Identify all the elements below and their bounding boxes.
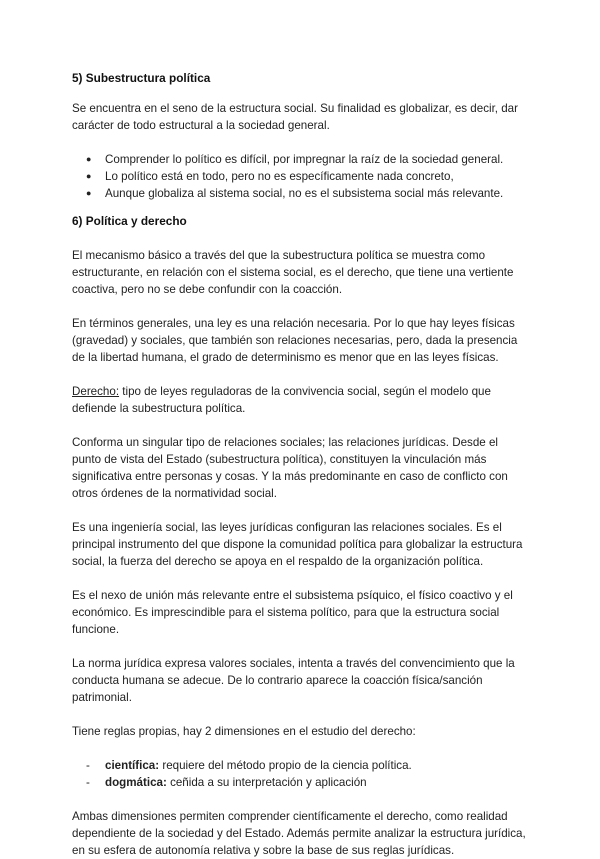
dimensions-list [72, 757, 530, 791]
derecho-definition-text: tipo de leyes reguladoras de la convivencia social, según el modelo que defiende la subestructura política. [72, 385, 491, 415]
section-heading-6: 6) Política y derecho [72, 214, 187, 228]
section-5-intro: Se encuentra en el seno de la estructura social. Su finalidad es globalizar, es decir, dar carácter de todo estructural a la sociedad general. [72, 102, 518, 132]
paragraph: Ambas dimensiones permiten comprender científicamente el derecho, como realidad dependiente de la sociedad y del Estado. Además permite analizar la estructura jurídica, en su esfera de autonomía relativa y sobre la base de sus reglas jurídicas. [72, 810, 526, 857]
page-content [72, 70, 530, 859]
paragraph: Conforma un singular tipo de relaciones sociales; las relaciones jurídicas. Desde el punto de vista del Estado (subestructura política), constituyen la vinculación más significativa entre personas y cosas. Y la más predominante en caso de conflicto con otros órdenes de la normatividad social. [72, 436, 508, 500]
paragraph: En términos generales, una ley es una relación necesaria. Por lo que hay leyes físicas (gravedad) y sociales, que también son relaciones necesarias, pero, dada la presencia de la libertad humana, el grado de determinismo es menor que en las leyes físicas. [72, 317, 518, 364]
bullet-item: ● Lo político está en todo, pero no es específicamente nada concreto, [86, 168, 530, 185]
bullet-item: ● Comprender lo político es difícil, por impregnar la raíz de la sociedad general. [86, 151, 530, 168]
derecho-term: Derecho: [72, 385, 120, 398]
paragraph: La norma jurídica expresa valores sociales, intenta a través del convencimiento que la conducta humana se adecue. De lo contrario aparece la coacción física/sanción patrimonial. [72, 657, 515, 704]
dimension-item [86, 757, 530, 774]
dimension-item [86, 774, 530, 791]
dimension-text: requiere del método propio de la ciencia política. [159, 759, 412, 772]
section-heading-5: 5) Subestructura política [72, 71, 211, 85]
paragraph-derecho-definition [72, 383, 530, 417]
dimension-text: ceñida a su interpretación y aplicación [166, 776, 367, 789]
paragraph: Es una ingeniería social, las leyes jurídicas configuran las relaciones sociales. Es el principal instrumento del que dispone la comunidad política para globalizar la estructura social, la fuerza del derecho se apoya en el respaldo de la organización política. [72, 521, 523, 568]
paragraph: Es el nexo de unión más relevante entre el subsistema psíquico, el físico coactivo y el económico. Es imprescindible para el sistema político, para que la estructura social funcione. [72, 589, 513, 636]
bullet-item: ● Aunque globaliza al sistema social, no es el subsistema social más relevante. [86, 185, 530, 202]
paragraph: Tiene reglas propias, hay 2 dimensiones en el estudio del derecho: [72, 725, 416, 738]
dimension-term: dogmática: [105, 776, 167, 789]
section-5-bullet-list [72, 151, 530, 202]
dimension-term: científica: [105, 759, 160, 772]
paragraph: El mecanismo básico a través del que la subestructura política se muestra como estructurante, en relación con el sistema social, es el derecho, que tiene una vertiente coactiva, pero no se debe confundir con la coacción. [72, 249, 514, 296]
